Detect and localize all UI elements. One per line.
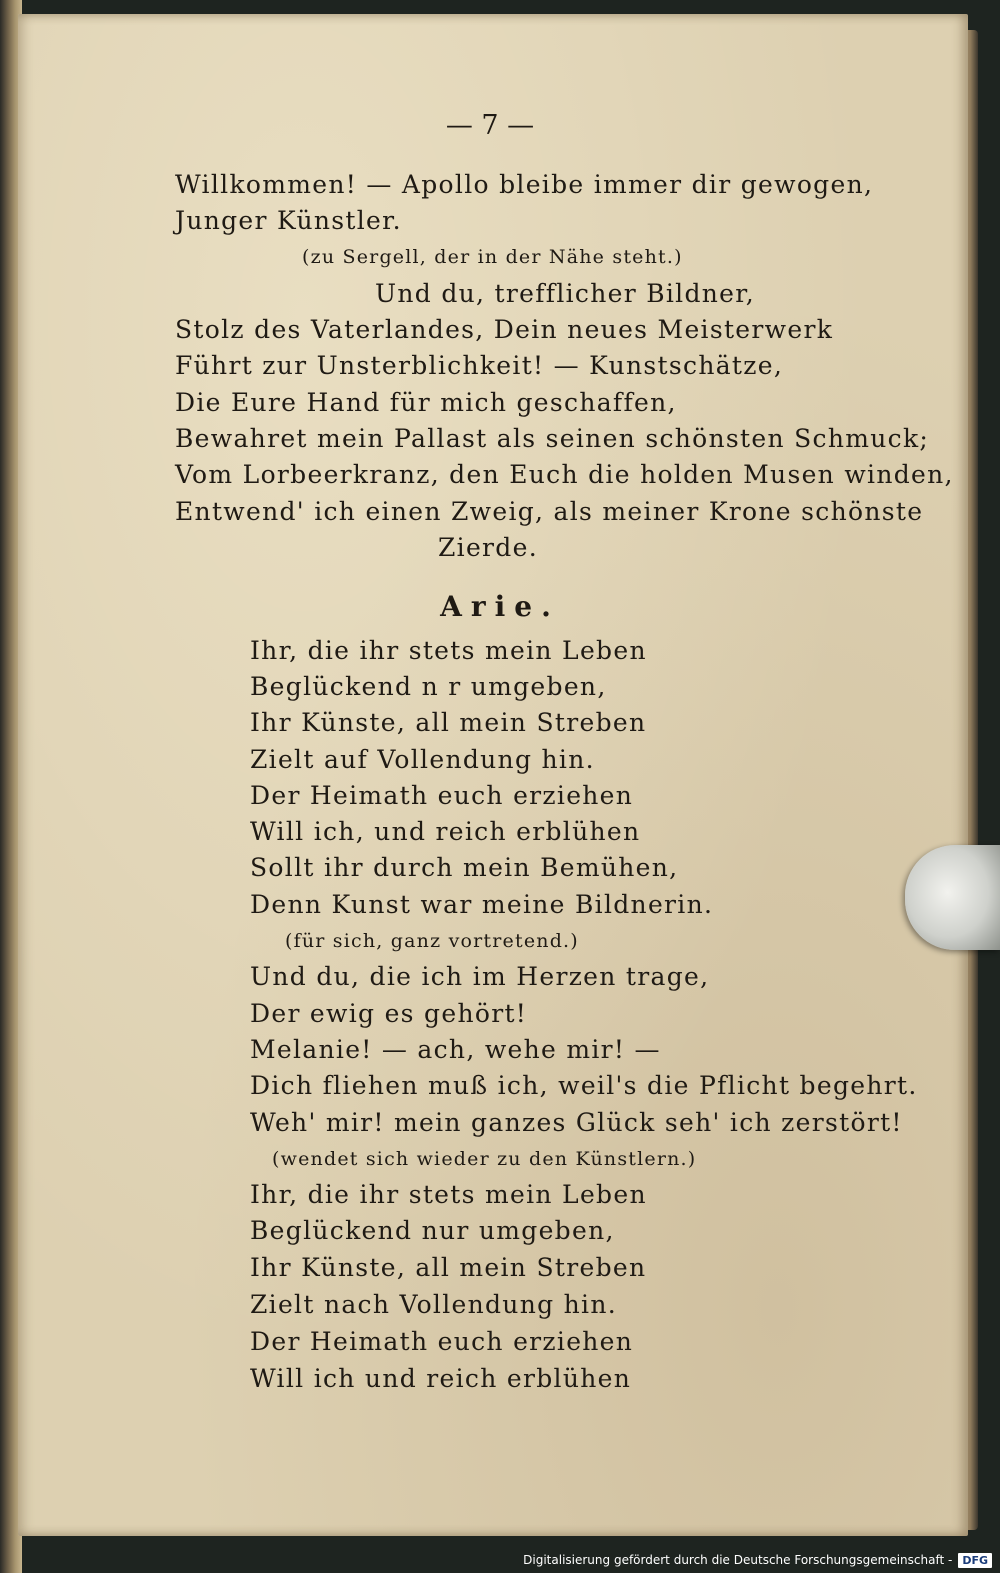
- page-number: — 7 —: [445, 110, 535, 141]
- verse-line: Der Heimath euch erziehen: [250, 781, 634, 810]
- verse-line: Und du, die ich im Herzen trage,: [250, 962, 710, 991]
- digitization-credit: [523, 1550, 992, 1570]
- verse-line: Beglückend nur umgeben,: [250, 1216, 615, 1245]
- text-line: Entwend' ich einen Zweig, als meiner Krone schönste: [175, 497, 924, 526]
- verse-line: Ihr, die ihr stets mein Leben: [250, 636, 647, 665]
- text-line: Und du, trefflicher Bildner,: [375, 279, 756, 308]
- verse-line: Ihr, die ihr stets mein Leben: [250, 1180, 647, 1209]
- verse-line: Denn Kunst war meine Bildnerin.: [250, 890, 714, 919]
- text-line: Stolz des Vaterlandes, Dein neues Meisterwerk: [175, 315, 834, 344]
- credit-text: Digitalisierung gefördert durch die Deutsche Forschungsgemeinschaft -: [523, 1553, 953, 1567]
- verse-line: Sollt ihr durch mein Bemühen,: [250, 853, 679, 882]
- verse-line: Zielt auf Vollendung hin.: [250, 745, 595, 774]
- verse-line: Der Heimath euch erziehen: [250, 1327, 634, 1356]
- text-line: Die Eure Hand für mich geschaffen,: [175, 388, 677, 417]
- text-line: Bewahret mein Pallast als seinen schönsten Schmuck;: [175, 424, 930, 453]
- text-line: Zierde.: [438, 533, 538, 562]
- verse-line: Der ewig es gehört!: [250, 999, 528, 1028]
- section-heading: Arie.: [440, 590, 560, 623]
- verse-line: Will ich, und reich erblühen: [250, 817, 641, 846]
- stage-direction: (für sich, ganz vortretend.): [285, 930, 579, 952]
- text-line: Willkommen! — Apollo bleibe immer dir gewogen,: [175, 170, 874, 199]
- stage-direction: (wendet sich wieder zu den Künstlern.): [272, 1148, 697, 1170]
- verse-line: Will ich und reich erblühen: [250, 1364, 632, 1393]
- verse-line: Weh' mir! mein ganzes Glück seh' ich zerstört!: [250, 1108, 903, 1137]
- verse-line: Dich fliehen muß ich, weil's die Pflicht begehrt.: [250, 1071, 918, 1100]
- text-line: Junger Künstler.: [175, 206, 402, 235]
- verse-line: Zielt nach Vollendung hin.: [250, 1290, 618, 1319]
- stage-direction: (zu Sergell, der in der Nähe steht.): [302, 246, 683, 268]
- verse-line: Ihr Künste, all mein Streben: [250, 1253, 647, 1282]
- verse-line: Beglückend n r umgeben,: [250, 672, 607, 701]
- verse-line: Melanie! — ach, wehe mir! —: [250, 1035, 661, 1064]
- verse-line: Ihr Künste, all mein Streben: [250, 708, 647, 737]
- dfg-logo: DFG: [958, 1553, 992, 1568]
- text-line: Vom Lorbeerkranz, den Euch die holden Musen winden,: [175, 460, 954, 489]
- text-line: Führt zur Unsterblichkeit! — Kunstschätze,: [175, 351, 784, 380]
